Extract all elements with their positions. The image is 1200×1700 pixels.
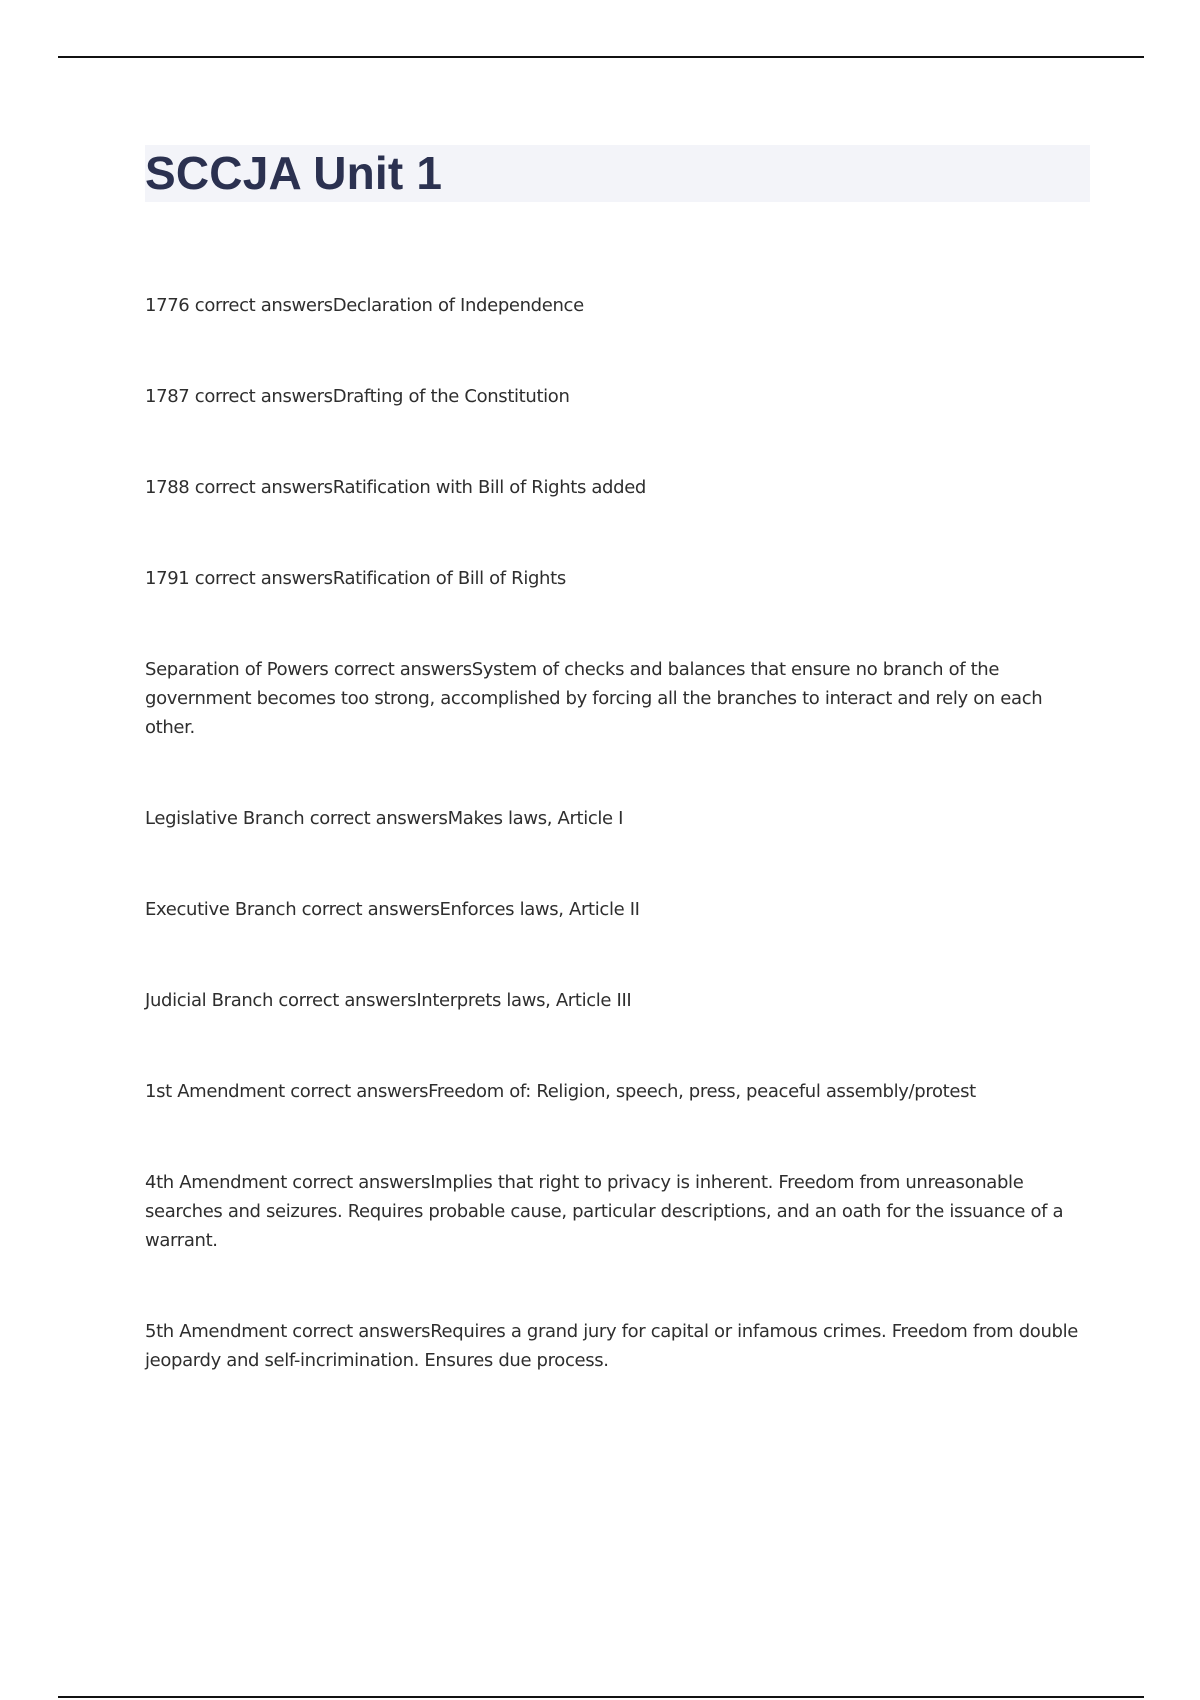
flashcard-answer: System of checks and balances that ensure no branch of the government becomes too strong, accomplished by forcing all the branches to interact and rely on each other. <box>145 659 1043 738</box>
flashcard-3 <box>145 473 1095 502</box>
flashcard-term: Executive Branch <box>145 899 297 920</box>
flashcard-answer: Enforces laws, Article II <box>439 899 640 920</box>
flashcard-separator: correct answers <box>189 568 333 589</box>
flashcard-term: 4th Amendment <box>145 1172 287 1193</box>
flashcard-7 <box>145 895 1095 924</box>
flashcard-9 <box>145 1077 1095 1106</box>
flashcard-answer: Implies that right to privacy is inherent. Freedom from unreasonable searches and seizures. Requires probable cause, particular descriptions, and an oath for the issuance of a warrant. <box>145 1172 1064 1251</box>
flashcard-separator: correct answers <box>189 295 333 316</box>
flashcard-separator: correct answers <box>286 1172 431 1193</box>
flashcard-separator: correct answers <box>284 1081 429 1102</box>
flashcard-separator: correct answers <box>189 477 333 498</box>
bottom-rule <box>58 1696 1144 1698</box>
flashcard-answer: Ratification of Bill of Rights <box>332 568 566 589</box>
flashcard-answer: Requires a grand jury for capital or infamous crimes. Freedom from double jeopardy and self-incrimination. Ensures due process. <box>145 1321 1078 1371</box>
flashcard-term: 5th Amendment <box>145 1321 287 1342</box>
flashcard-term: 1776 <box>145 295 190 316</box>
flashcard-2 <box>145 382 1095 411</box>
page-title: SCCJA Unit 1 <box>145 147 443 199</box>
flashcard-term: 1787 <box>145 386 190 407</box>
flashcard-answer: Ratification with Bill of Rights added <box>332 477 646 498</box>
flashcard-term: Legislative Branch <box>145 808 305 829</box>
top-rule <box>58 56 1144 58</box>
flashcard-separator: correct answers <box>296 899 440 920</box>
flashcard-term: Separation of Powers <box>145 659 329 680</box>
flashcard-1 <box>145 291 1095 320</box>
flashcard-4 <box>145 564 1095 593</box>
flashcard-separator: correct answers <box>304 808 448 829</box>
flashcard-answer: Drafting of the Constitution <box>332 386 570 407</box>
flashcard-term: 1st Amendment <box>145 1081 285 1102</box>
flashcard-term: Judicial Branch <box>145 990 274 1011</box>
flashcard-separator: correct answers <box>273 990 417 1011</box>
flashcard-answer: Declaration of Independence <box>332 295 584 316</box>
flashcard-10 <box>145 1168 1095 1255</box>
flashcard-term: 1791 <box>145 568 190 589</box>
flashcard-separator: correct answers <box>286 1321 431 1342</box>
flashcard-separator: correct answers <box>328 659 472 680</box>
flashcard-8 <box>145 986 1095 1015</box>
flashcard-11 <box>145 1317 1095 1375</box>
flashcard-answer: Makes laws, Article I <box>447 808 624 829</box>
flashcard-6 <box>145 804 1095 833</box>
flashcard-5 <box>145 655 1095 742</box>
flashcard-answer: Interprets laws, Article III <box>416 990 632 1011</box>
flashcard-answer: Freedom of: Religion, speech, press, peaceful assembly/protest <box>428 1081 976 1102</box>
flashcard-term: 1788 <box>145 477 190 498</box>
flashcard-separator: correct answers <box>189 386 333 407</box>
